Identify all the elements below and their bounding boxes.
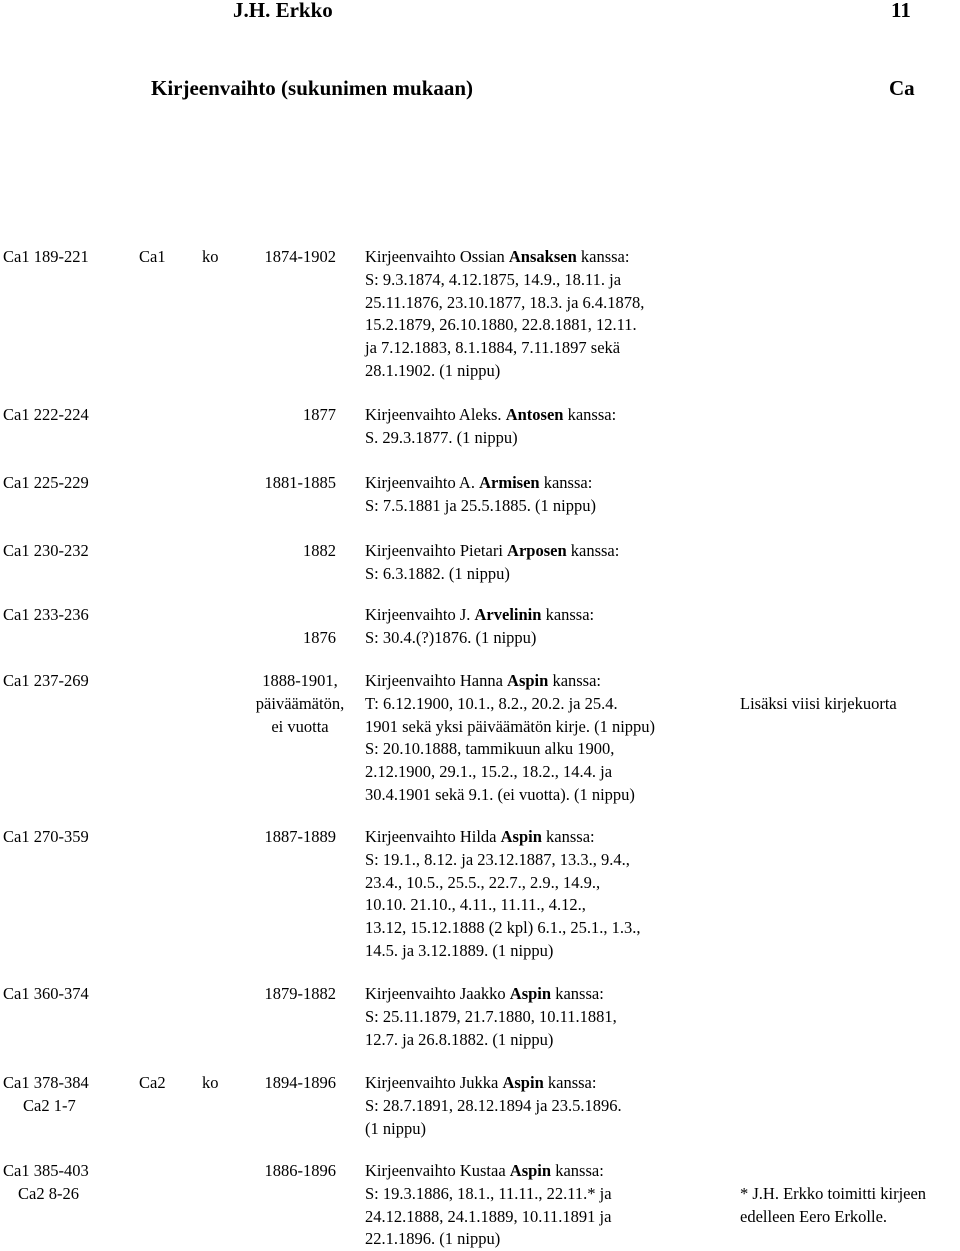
- signum-line: Ca2 1-7: [23, 1095, 76, 1115]
- correspondent-name: Armisen: [479, 473, 540, 492]
- description-line: 15.2.1879, 26.10.1880, 22.8.1881, 12.11.: [365, 315, 637, 335]
- description-line: 1901 sekä yksi päiväämätön kirje. (1 nippu): [365, 716, 656, 736]
- correspondent-name: Aspin: [509, 1161, 552, 1180]
- years-line: 1882: [303, 541, 336, 560]
- correspondent-name: Aspin: [502, 1073, 544, 1092]
- signum-line: Ca1 385-403: [3, 1161, 89, 1180]
- description-line: 14.5. ja 3.12.1889. (1 nippu): [365, 940, 554, 960]
- signum-line: Ca1 378-384: [3, 1073, 89, 1092]
- description-line: 30.4.1901 sekä 9.1. (ei vuotta). (1 nippu): [365, 784, 635, 804]
- description-line: S: 6.3.1882. (1 nippu): [365, 563, 510, 583]
- unit-cell: Ca2: [139, 1073, 166, 1092]
- description-line: 12.7. ja 26.8.1882. (1 nippu): [365, 1029, 554, 1049]
- signum-line: Ca1 233-236: [3, 605, 89, 624]
- description-heading: Kirjeenvaihto Aleks. Antosen kanssa:: [365, 405, 617, 424]
- correspondent-name: Aspin: [509, 984, 552, 1003]
- description-cell: [365, 404, 616, 450]
- signum-cell: [3, 246, 89, 269]
- years-cell: [265, 246, 337, 269]
- signum-line: Ca2 8-26: [18, 1183, 79, 1203]
- signum-cell: [3, 1160, 89, 1206]
- section-title: Kirjeenvaihto (sukunimen mukaan): [151, 76, 474, 100]
- page-author: J.H. Erkko: [233, 0, 333, 22]
- years-cell: [265, 826, 337, 849]
- years-line: 1877: [303, 405, 336, 424]
- description-line: 28.1.1902. (1 nippu): [365, 360, 501, 380]
- description-line: (1 nippu): [365, 1118, 426, 1138]
- description-line: S: 30.4.(?)1876. (1 nippu): [365, 627, 537, 647]
- description-heading: Kirjeenvaihto Hanna Aspin kanssa:: [365, 671, 602, 690]
- years-cell: [303, 540, 336, 563]
- description-line: 2.12.1900, 29.1., 15.2., 18.2., 14.4. ja: [365, 762, 613, 782]
- description-cell: [365, 246, 644, 383]
- description-line: S: 25.11.1879, 21.7.1880, 10.11.1881,: [365, 1006, 617, 1026]
- section-code: Ca: [889, 76, 915, 100]
- years-line: 1886-1896: [264, 1161, 336, 1180]
- description-line: 24.12.1888, 24.1.1889, 10.11.1891 ja: [365, 1206, 612, 1226]
- description-line: S: 9.3.1874, 4.12.1875, 14.9., 18.11. ja: [365, 269, 622, 289]
- description-line: S: 19.3.1886, 18.1., 11.11., 22.11.* ja: [365, 1183, 612, 1203]
- correspondent-name: Aspin: [500, 827, 542, 846]
- signum-cell: [3, 826, 89, 849]
- years-line: päiväämätön,: [255, 693, 345, 713]
- years-cell: [234, 670, 366, 738]
- years-cell: [303, 627, 336, 650]
- note-line: * J.H. Erkko toimitti kirjeen: [740, 1184, 927, 1203]
- signum-cell: [3, 540, 89, 563]
- kind-cell: ko: [202, 1073, 219, 1092]
- signum-line: Ca1 237-269: [3, 671, 89, 690]
- years-line: 1894-1896: [264, 1073, 336, 1092]
- description-cell: [365, 540, 619, 586]
- signum-cell: [3, 604, 89, 627]
- description-heading: Kirjeenvaihto Ossian Ansaksen kanssa:: [365, 247, 630, 266]
- signum-line: Ca1 270-359: [3, 827, 89, 846]
- note-cell: [740, 1183, 926, 1229]
- note-cell: [740, 693, 897, 716]
- years-line: 1888-1901,: [262, 671, 338, 690]
- description-line: 25.11.1876, 23.10.1877, 18.3. ja 6.4.1878,: [365, 292, 645, 312]
- description-cell: [365, 604, 594, 650]
- signum-line: Ca1 360-374: [3, 984, 89, 1003]
- description-line: 22.1.1896. (1 nippu): [365, 1229, 501, 1249]
- description-heading: Kirjeenvaihto Kustaa Aspin kanssa:: [365, 1161, 604, 1180]
- description-line: S: 19.1., 8.12. ja 23.12.1887, 13.3., 9.4.,: [365, 849, 630, 869]
- note-line: edelleen Eero Erkolle.: [740, 1206, 888, 1226]
- correspondent-name: Aspin: [507, 671, 549, 690]
- description-cell: [365, 472, 596, 518]
- unit-cell: Ca1: [139, 247, 166, 266]
- signum-cell: [3, 404, 89, 427]
- description-cell: [365, 670, 655, 807]
- description-line: 10.10. 21.10., 4.11., 11.11., 4.12.,: [365, 895, 586, 915]
- signum-cell: [3, 1072, 89, 1118]
- years-cell: [303, 404, 336, 427]
- description-line: 13.12, 15.12.1888 (2 kpl) 6.1., 25.1., 1.3.,: [365, 918, 641, 938]
- signum-cell: [3, 983, 89, 1006]
- years-line: 1874-1902: [264, 247, 336, 266]
- description-cell: [365, 826, 640, 963]
- signum-cell: [3, 670, 89, 693]
- signum-line: Ca1 225-229: [3, 473, 89, 492]
- page-number: 11: [891, 0, 911, 22]
- description-line: T: 6.12.1900, 10.1., 8.2., 20.2. ja 25.4.: [365, 693, 618, 713]
- description-line: ja 7.12.1883, 8.1.1884, 7.11.1897 sekä: [365, 338, 621, 358]
- description-heading: Kirjeenvaihto J. Arvelinin kanssa:: [365, 605, 595, 624]
- correspondent-name: Arvelinin: [474, 605, 542, 624]
- kind-cell: ko: [202, 247, 219, 266]
- signum-line: Ca1 222-224: [3, 405, 89, 424]
- description-heading: Kirjeenvaihto Pietari Arposen kanssa:: [365, 541, 620, 560]
- description-cell: [365, 983, 617, 1051]
- correspondent-name: Ansaksen: [508, 247, 577, 266]
- years-cell: [265, 1160, 337, 1183]
- description-heading: Kirjeenvaihto Jaakko Aspin kanssa:: [365, 984, 604, 1003]
- years-line: 1876: [303, 628, 336, 647]
- signum-line: Ca1 189-221: [3, 247, 89, 266]
- description-line: S: 20.10.1888, tammikuun alku 1900,: [365, 739, 615, 759]
- years-cell: [265, 1072, 337, 1095]
- years-line: 1881-1885: [264, 473, 336, 492]
- correspondent-name: Antosen: [505, 405, 564, 424]
- description-line: 23.4., 10.5., 25.5., 22.7., 2.9., 14.9.,: [365, 872, 601, 892]
- description-line: S: 7.5.1881 ja 25.5.1885. (1 nippu): [365, 495, 596, 515]
- description-heading: Kirjeenvaihto Hilda Aspin kanssa:: [365, 827, 595, 846]
- description-cell: [365, 1072, 622, 1140]
- years-cell: [265, 983, 337, 1006]
- description-heading: Kirjeenvaihto Jukka Aspin kanssa:: [365, 1073, 597, 1092]
- years-line: 1887-1889: [264, 827, 336, 846]
- years-line: 1879-1882: [264, 984, 336, 1003]
- years-line: ei vuotta: [271, 716, 329, 736]
- description-line: S. 29.3.1877. (1 nippu): [365, 427, 518, 447]
- signum-line: Ca1 230-232: [3, 541, 89, 560]
- description-heading: Kirjeenvaihto A. Armisen kanssa:: [365, 473, 593, 492]
- description-line: S: 28.7.1891, 28.12.1894 ja 23.5.1896.: [365, 1095, 622, 1115]
- note-line: Lisäksi viisi kirjekuorta: [740, 694, 897, 713]
- correspondent-name: Arposen: [507, 541, 567, 560]
- years-cell: [265, 472, 337, 495]
- signum-cell: [3, 472, 89, 495]
- description-cell: [365, 1160, 612, 1251]
